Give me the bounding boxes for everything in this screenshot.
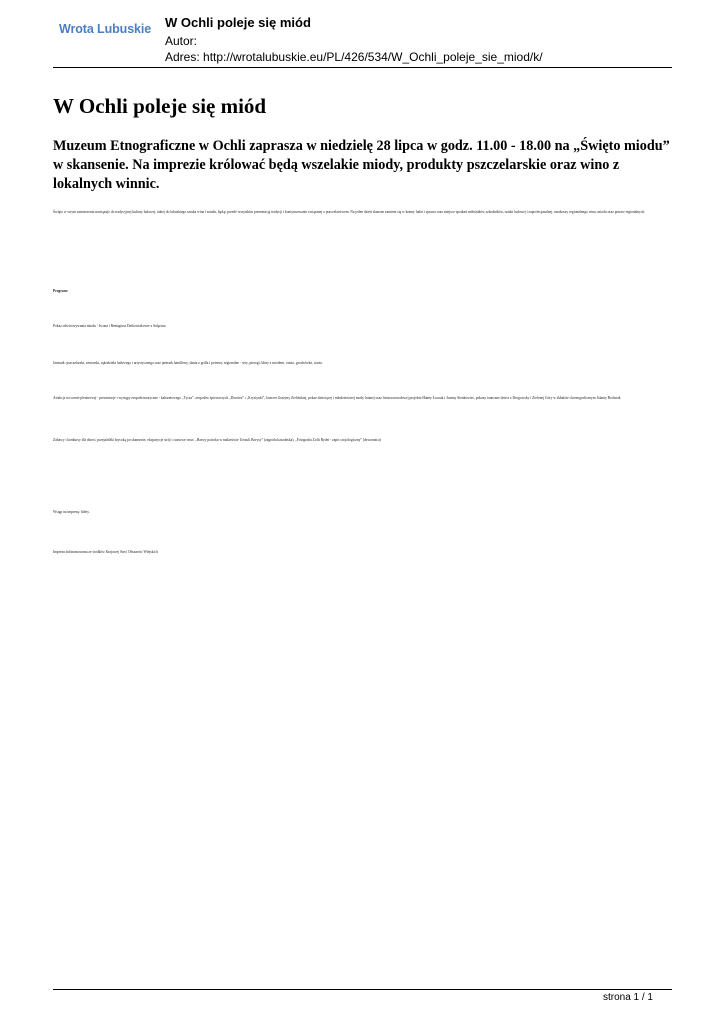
header-divider — [53, 67, 672, 68]
program-item: Zabawy i konkursy dla dzieci, przejażdżki bryczką po skansenie, ekspozycje strój i czasowe: mus: „Barwy potroku w malarstwie Urszuli Borysy” (zagroda kaszubska), „Fotografia Zofii Rydet - zapis socjologiczny” (dzwonnica) — [53, 438, 381, 442]
article-title: W Ochli poleje się miód — [53, 94, 267, 118]
funding-note: Impreza dofinansowana ze środków Krajowej Sieci Obszarów Wiejskich — [53, 550, 158, 554]
header-address: Adres: http://wrotalubuskie.eu/PL/426/534/W_Ochli_poleje_sie_miod/k/ — [165, 50, 543, 64]
program-item: Atrakcje na scenie plenerowej - prezentacje i występy zespołu muzyczne - kabaretowego „Tycza”, zespołów śpiewaczych „Dorotea” i „Krystynki”, koncert Grażyny Zielińskiej, pokaz dziecięcej i młodzieżowej mody lnianej oraz finiszu narodowej projektu Hanny Łuczak i Joanny Stenkowiec, pokazy taneczne dzieci z Drogowsky i Zielonej Góry w składzie choreograficznym Jolanty Bochnak — [53, 396, 621, 400]
program-heading: Program: — [53, 289, 68, 293]
site-logo: Wrota Lubuskie — [59, 22, 152, 36]
article-lead: Muzeum Etnograficzne w Ochli zaprasza w niedzielę 28 lipca w godz. 11.00 - 18.00 na „Święto miodu” w skansenie. Na imprezie królować będą wszelakie miody, produkty pszczelarskie oraz wino z lokalnych winnic. — [53, 138, 670, 192]
article-paragraph-intro: Święto w swym zamierzeniu nawiązuje do tradycyjnej kultury ludowej, takiej do lubuskiego sztuka wina i miodu, będąc przede wszystkim prezentacją tradycji i kontynuowanie związanej z pszczelarstwem. Na jeden dzień skansen zamieni się w kramy ludzi i sprawa oraz miejsce spotkań miłośników szkodników, sztuki ludowej i zaprofesjonalnej, smakoszy regionalnego wina, miodu oraz potraw regionalnych. — [53, 210, 646, 214]
program-item: Jarmark: pszczelarski, winiarski, rękodzieła ludowego i artystycznego oraz jarmark handlowy, dania z grilla i potrawy regionalne - sery, pierogi, bliny z miodem, ciasto, grochówka, ciasto. — [53, 361, 324, 365]
header-author: Autor: — [165, 34, 198, 48]
program-item: Pokaz odwirowywania miodu - Iwona i Remigiusz Dzikowiakowie z Sulęcina — [53, 324, 166, 328]
header-title: W Ochli poleje się miód — [165, 15, 311, 30]
footer-divider — [53, 989, 672, 990]
page-number: strona 1 / 1 — [602, 992, 653, 1003]
admission-note: Wstęp na imprezę: bilety. — [53, 510, 90, 514]
